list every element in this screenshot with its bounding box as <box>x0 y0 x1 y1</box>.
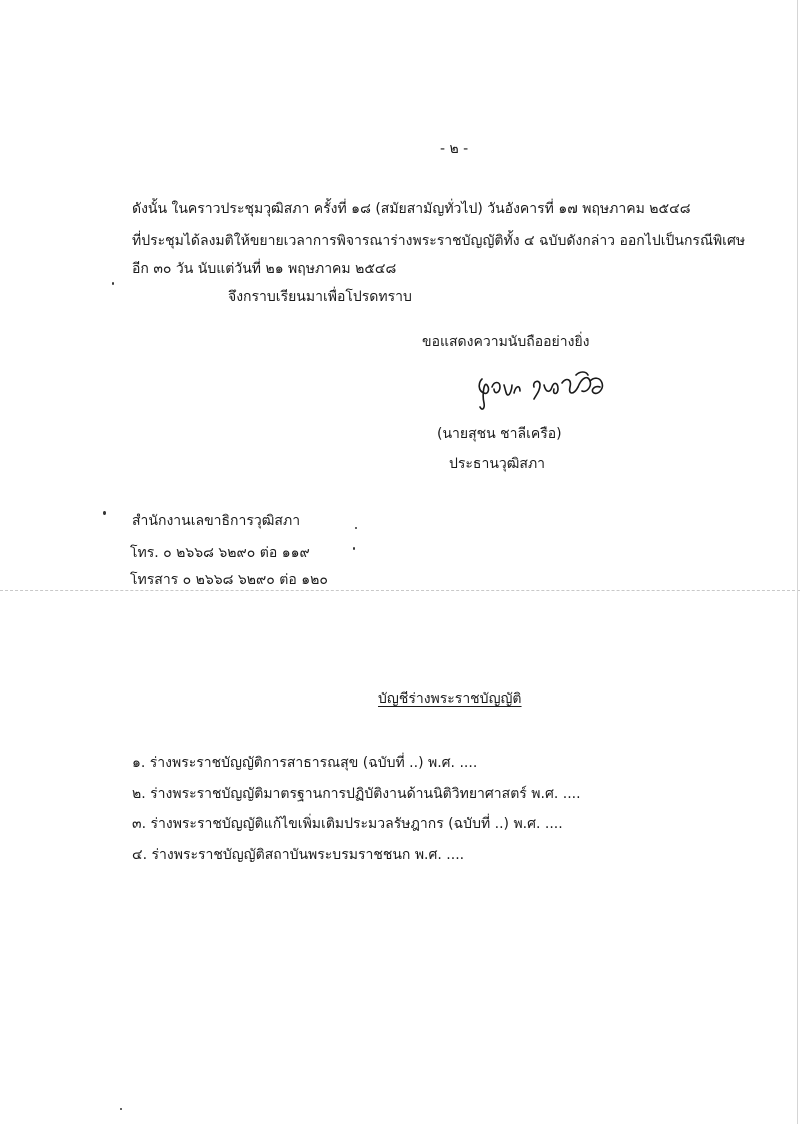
telephone-line: โทร. ๐ ๒๖๖๘ ๖๒๙๐ ต่อ ๑๑๙ <box>130 545 310 561</box>
scan-speck <box>103 511 106 515</box>
scan-speck <box>120 1108 122 1110</box>
body-paragraph-line-3: อีก ๓๐ วัน นับแต่วันที่ ๒๑ พฤษภาคม ๒๕๔๘ <box>132 261 397 277</box>
bill-list-item: ๑. ร่างพระราชบัญญัติการสาธารณสุข (ฉบับที่ ..) พ.ศ. .... <box>132 755 478 771</box>
fax-line: โทรสาร ๐ ๒๖๖๘ ๖๒๙๐ ต่อ ๑๒๐ <box>130 572 328 588</box>
body-paragraph-line-2: ที่ประชุมได้ลงมติให้ขยายเวลาการพิจารณาร่างพระราชบัญญัติทั้ง ๔ ฉบับดังกล่าว ออกไปเป็นกรณีพิเศษ <box>132 233 746 249</box>
scan-speck <box>112 282 114 285</box>
salutation: ขอแสดงความนับถืออย่างยิ่ง <box>422 334 590 350</box>
bill-list-item: ๔. ร่างพระราชบัญญัติสถาบันพระบรมราชชนก พ.ศ. .... <box>132 847 465 863</box>
office-name: สำนักงานเลขาธิการวุฒิสภา <box>132 513 301 529</box>
closing-line: จึงกราบเรียนมาเพื่อโปรดทราบ <box>228 289 412 305</box>
handwritten-signature <box>470 365 620 415</box>
bill-list-heading: บัญชีร่างพระราชบัญญัติ <box>378 691 522 707</box>
page-number: - ๒ - <box>440 141 469 157</box>
signer-name: (นายสุชน ชาลีเครือ) <box>437 426 562 442</box>
bill-list-item: ๒. ร่างพระราชบัญญัติมาตรฐานการปฏิบัติงานด้านนิติวิทยาศาสตร์ พ.ศ. .... <box>132 786 581 802</box>
body-paragraph-line-1: ดังนั้น ในคราวประชุมวุฒิสภา ครั้งที่ ๑๘ (สมัยสามัญทั่วไป) วันอังคารที่ ๑๗ พฤษภาคม ๒๕๔๘ <box>132 201 691 217</box>
scan-speck <box>355 527 357 529</box>
scan-speck <box>353 547 355 550</box>
signer-title: ประธานวุฒิสภา <box>449 456 546 472</box>
scan-edge-line <box>797 0 798 1124</box>
bill-list-item: ๓. ร่างพระราชบัญญัติแก้ไขเพิ่มเติมประมวลรัษฎากร (ฉบับที่ ..) พ.ศ. .... <box>132 816 563 832</box>
scan-artifact-line <box>0 590 800 591</box>
